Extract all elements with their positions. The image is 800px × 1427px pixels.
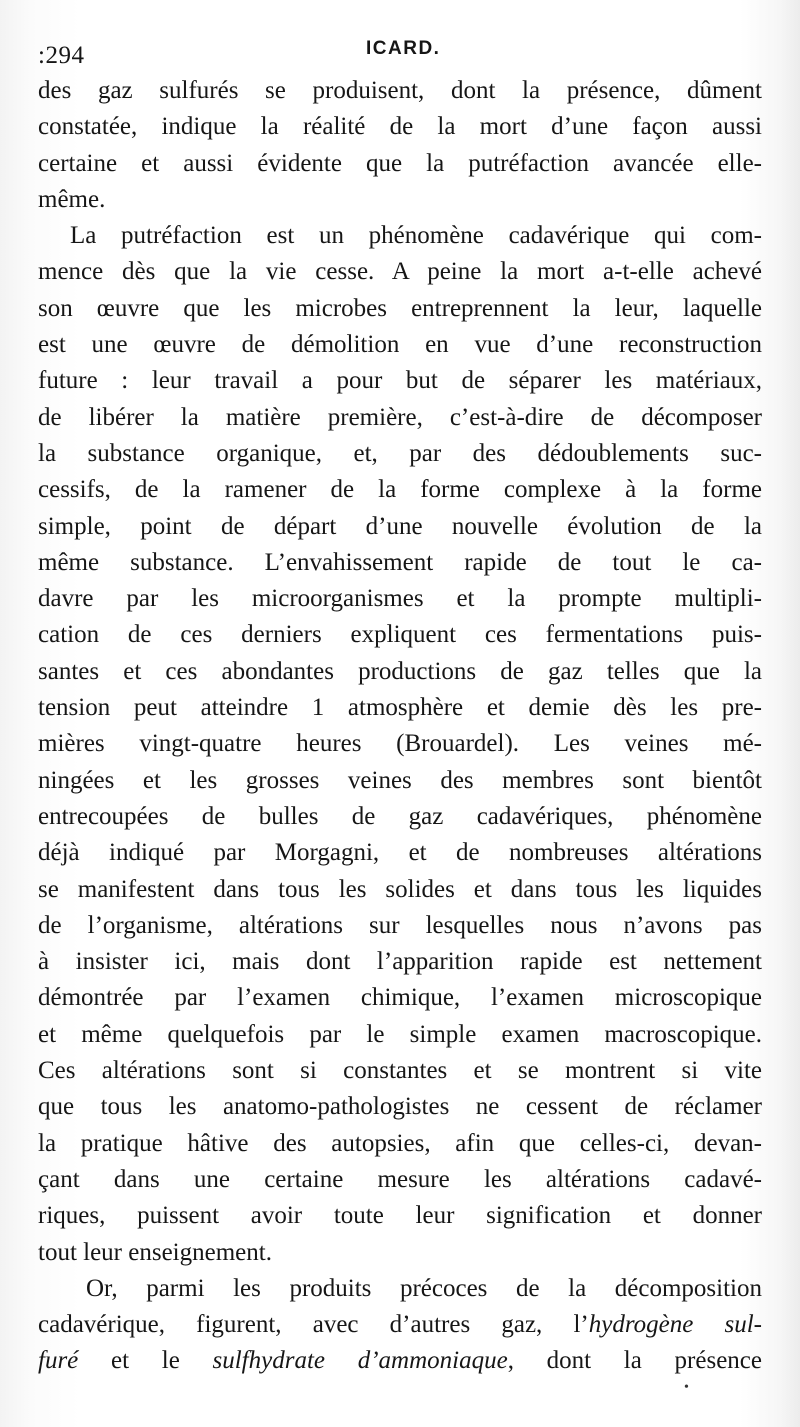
text-line: cation de ces derniers expliquent ces fermentations puis- (38, 621, 762, 649)
text-line: entrecoupées de bulles de gaz cadavériques, phénomène (38, 802, 762, 830)
text-line: riques, puissent avoir toute leur signification et donner (38, 1202, 762, 1230)
italic-term: furé (38, 1347, 79, 1375)
text-line: même substance. L’envahissement rapide de tout le ca- (38, 548, 762, 576)
text-line: tension peut atteindre 1 atmosphère et demie dès les pre- (38, 694, 762, 722)
text-line: des gaz sulfurés se produisent, dont la présence, dûment (38, 77, 762, 104)
text-line: tout leur enseignement. (38, 1238, 272, 1266)
body-text (38, 73, 762, 1380)
text-line: même. (38, 185, 106, 213)
text-line: santes et ces abondantes productions de gaz telles que la (38, 657, 762, 685)
text-line: Ces altérations sont si constantes et se montrent si vite (38, 1057, 762, 1085)
text-line: se manifestent dans tous les solides et dans tous les liquides (38, 875, 762, 903)
text-line: cessifs, de la ramener de la forme complexe à la forme (38, 476, 762, 504)
text-line: future : leur travail a pour but de séparer les matériaux, (38, 367, 762, 395)
text-line: simple, point de départ d’une nouvelle évolution de la (38, 512, 762, 540)
text-line: constatée, indique la réalité de la mort d’une façon aussi (38, 113, 762, 141)
text-line: est une œuvre de démolition en vue d’une reconstruction (38, 331, 762, 359)
text-line: mence dès que la vie cesse. A peine la mort a-t-elle achevé (38, 258, 762, 286)
text-line: davre par les microorganismes et la prompte multipli- (38, 585, 762, 613)
text-line-mixed (38, 1343, 762, 1379)
text-line: çant dans une certaine mesure les altérations cadavé- (38, 1165, 762, 1193)
text-line: démontrée par l’examen chimique, l’examen microscopique (38, 984, 762, 1012)
text-line: Or, parmi les produits précoces de la décomposition (86, 1274, 762, 1302)
italic-term: hydrogène sul- (588, 1311, 762, 1339)
page-number: :294 (38, 42, 85, 69)
printer-mark: • (684, 1380, 689, 1395)
page-header (38, 36, 762, 76)
text-fragment: cadavérique, figurent, avec d’autres gaz, l’ (38, 1311, 589, 1339)
italic-term: sulfhydrate d’ammoniaque (212, 1347, 508, 1375)
text-line: la pratique hâtive des autopsies, afin que celles-ci, devan- (38, 1129, 762, 1157)
text-line: de libérer la matière première, c’est-à-dire de décomposer (38, 403, 762, 431)
text-line: à insister ici, mais dont l’apparition rapide est nettement (38, 948, 762, 976)
text-line: son œuvre que les microbes entreprennent la leur, laquelle (38, 294, 762, 322)
text-fragment: , dont la présence (507, 1347, 762, 1375)
text-line: déjà indiqué par Morgagni, et de nombreuses altérations (38, 839, 762, 867)
text-line: la substance organique, et, par des dédoublements suc- (38, 439, 762, 467)
text-line: que tous les anatomo-pathologistes ne cessent de réclamer (38, 1093, 762, 1121)
text-line-mixed (38, 1307, 762, 1343)
text-line: certaine et aussi évidente que la putréfaction avancée elle- (38, 149, 762, 177)
text-line: et même quelquefois par le simple examen macroscopique. (38, 1020, 762, 1048)
text-fragment: et le (78, 1347, 213, 1375)
text-line: La putréfaction est un phénomène cadavérique qui com- (70, 222, 762, 250)
text-line: mières vingt-quatre heures (Brouardel). Les veines mé- (38, 730, 762, 758)
running-head: ICARD. (366, 38, 441, 59)
text-line: ningées et les grosses veines des membres sont bientôt (38, 766, 762, 794)
text-line: de l’organisme, altérations sur lesquelles nous n’avons pas (38, 911, 762, 939)
